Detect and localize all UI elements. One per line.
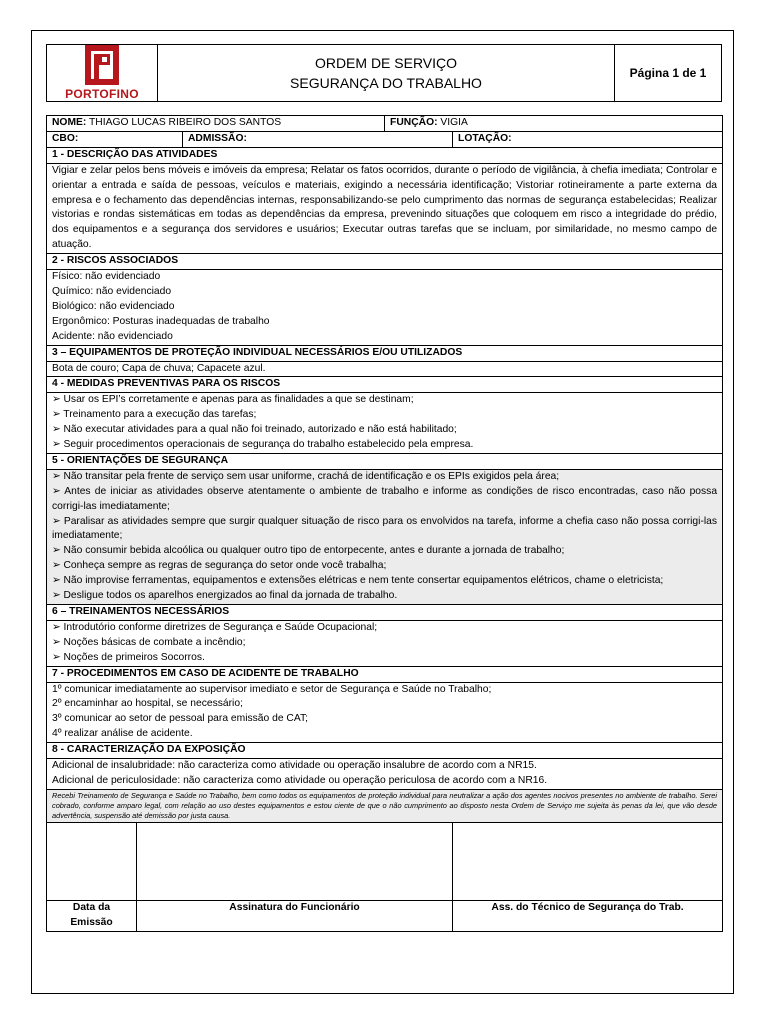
section-2-body bbox=[47, 270, 723, 346]
section-6-body bbox=[47, 620, 723, 666]
employee-function: VIGIA bbox=[440, 117, 468, 128]
employee-row-1 bbox=[47, 116, 723, 132]
section-3-text: Bota de couro; Capa de chuva; Capacete azul. bbox=[47, 361, 723, 377]
section-1-text: Vigiar e zelar pelos bens móveis e imóveis da empresa; Relatar os fatos ocorridos, durante o período de vigilância, à chefia imediata; Controlar e orientar a entrada e saída de pessoas, veículos e materiais, exigindo a necessária identificação; Vistoriar rotineiramente a parte externa da empresa e o fechamento das dependências internas, responsabilizando-se pelo cumprimento das normas de segurança estabelecidas; Realizar vistorias e rondas sistemáticas em todas as dependências da empresa, prevenindo situações que coloquem em risco a integridade do prédio, dos equipamentos e a segurança dos servidores e usuários; Executar outras tarefas que se incluam, por similaridade, no mesmo campo de atuação. bbox=[47, 163, 723, 253]
guideline-item: ➢ Antes de iniciar as atividades observe atentamente o ambiente de trabalho e informe as condições de risco encontradas, caso não possa corrigi-las imediatamente; bbox=[52, 485, 718, 512]
section-6-title: 6 – TREINAMENTOS NECESSÁRIOS bbox=[47, 605, 723, 621]
preventive-item: ➢ Seguir procedimentos operacionais de segurança do trabalho estabelecido pela empresa. bbox=[52, 439, 474, 451]
signature-row bbox=[47, 823, 723, 901]
training-item: ➢ Noções de primeiros Socorros. bbox=[52, 651, 205, 663]
section-7-title: 7 - PROCEDIMENTOS EM CASO DE ACIDENTE DE TRABALHO bbox=[47, 666, 723, 682]
procedure-item: 1º comunicar imediatamente ao supervisor imediato e setor de Segurança e Saúde no Trabalho; bbox=[52, 683, 492, 695]
date-label: Data da Emissão bbox=[47, 901, 137, 932]
name-label: NOME: bbox=[52, 117, 87, 128]
technician-signature-label: Ass. do Técnico de Segurança do Trab. bbox=[453, 901, 723, 932]
admissao-label: ADMISSÃO: bbox=[188, 132, 247, 144]
declaration-text: Recebi Treinamento de Segurança e Saúde no Trabalho, bem como todos os equipamentos de proteção individual para neutralizar a ação dos agentes nocivos presentes no ambiente de trabalho. Serei cobrado, conforme amparo legal, com relação ao uso destes equipamentos e estou ciente de que o não cumprimento ao disposto nesta Ordem de Serviço me sujeita às penas da lei, que vão desde advertência, suspensão até demissão por justa causa. bbox=[47, 789, 723, 823]
employee-signature-label: Assinatura do Funcionário bbox=[137, 901, 453, 932]
procedure-item: 3º comunicar ao setor de pessoal para emissão de CAT; bbox=[52, 713, 308, 725]
technician-signature-box[interactable] bbox=[453, 823, 723, 901]
guideline-item: ➢ Não consumir bebida alcoólica ou qualquer outro tipo de entorpecente, antes e durante a jornada de trabalho; bbox=[52, 545, 565, 557]
exposure-item: Adicional de insalubridade: não caracteriza como atividade ou operação insalubre de acordo com a NR15. bbox=[52, 760, 537, 772]
preventive-item: ➢ Não executar atividades para a qual não foi treinado, autorizado e não está habilitado; bbox=[52, 424, 457, 436]
guideline-item: ➢ Não improvise ferramentas, equipamentos e extensões elétricas e nem tente consertar equipamentos elétricos, chame o eletricista; bbox=[52, 575, 664, 587]
section-4-title: 4 - MEDIDAS PREVENTIVAS PARA OS RISCOS bbox=[47, 377, 723, 393]
section-5-body bbox=[47, 469, 723, 604]
function-cell bbox=[385, 116, 723, 132]
section-7-body bbox=[47, 682, 723, 743]
section-4-body bbox=[47, 393, 723, 454]
risk-item: Químico: não evidenciado bbox=[52, 285, 172, 297]
guideline-item: ➢ Não transitar pela frente de serviço sem usar uniforme, crachá de identificação e os EPIs exigidos pela área; bbox=[52, 470, 560, 482]
document-header bbox=[46, 44, 722, 102]
name-cell bbox=[47, 116, 385, 132]
company-name: PORTOFINO bbox=[65, 87, 139, 101]
section-1-title: 1 - DESCRIÇÃO DAS ATIVIDADES bbox=[47, 147, 723, 163]
training-item: ➢ Introdutório conforme diretrizes de Segurança e Saúde Ocupacional; bbox=[52, 621, 378, 633]
signature-label-row bbox=[47, 901, 723, 932]
company-logo bbox=[47, 45, 158, 101]
section-8-body bbox=[47, 759, 723, 790]
procedure-item: 4º realizar análise de acidente. bbox=[52, 728, 193, 740]
service-order-form bbox=[46, 115, 723, 932]
lotacao-cell bbox=[453, 131, 723, 147]
procedure-item: 2º encaminhar ao hospital, se necessário; bbox=[52, 698, 243, 710]
section-3-title: 3 – EQUIPAMENTOS DE PROTEÇÃO INDIVIDUAL NECESSÁRIOS E/OU UTILIZADOS bbox=[47, 345, 723, 361]
portofino-logo-icon bbox=[85, 45, 119, 85]
section-5-title: 5 - ORIENTAÇÕES DE SEGURANÇA bbox=[47, 453, 723, 469]
risk-item: Biológico: não evidenciado bbox=[52, 300, 175, 312]
cbo-label: CBO: bbox=[52, 132, 79, 144]
section-2-title: 2 - RISCOS ASSOCIADOS bbox=[47, 254, 723, 270]
risk-item: Físico: não evidenciado bbox=[52, 271, 161, 283]
document-title bbox=[158, 45, 615, 101]
lotacao-label: LOTAÇÃO: bbox=[458, 132, 512, 144]
employee-row-2 bbox=[47, 131, 723, 147]
preventive-item: ➢ Treinamento para a execução das tarefas; bbox=[52, 409, 257, 421]
guideline-item: ➢ Conheça sempre as regras de segurança do setor onde você trabalha; bbox=[52, 560, 387, 572]
training-item: ➢ Noções básicas de combate a incêndio; bbox=[52, 636, 246, 648]
risk-item: Ergonômico: Posturas inadequadas de trabalho bbox=[52, 315, 270, 327]
exposure-item: Adicional de periculosidade: não caracteriza como atividade ou operação periculosa de acordo com a NR16. bbox=[52, 774, 548, 786]
title-line-2: SEGURANÇA DO TRABALHO bbox=[290, 75, 482, 91]
function-label: FUNÇÃO: bbox=[390, 117, 438, 128]
page-number: Página 1 de 1 bbox=[629, 66, 707, 80]
admissao-cell bbox=[183, 131, 453, 147]
risk-item: Acidente: não evidenciado bbox=[52, 330, 173, 342]
employee-signature-box[interactable] bbox=[137, 823, 453, 901]
cbo-cell bbox=[47, 131, 183, 147]
guideline-item: ➢ Paralisar as atividades sempre que surgir qualquer situação de risco para os envolvidos na tarefa, informe a chefia caso não possa corrigi-las imediatamente; bbox=[52, 515, 718, 542]
date-signature-box[interactable] bbox=[47, 823, 137, 901]
preventive-item: ➢ Usar os EPI’s corretamente e apenas para as finalidades a que se destinam; bbox=[52, 394, 414, 406]
guideline-item: ➢ Desligue todos os aparelhos energizados ao final da jornada de trabalho. bbox=[52, 590, 398, 602]
section-8-title: 8 - CARACTERIZAÇÃO DA EXPOSIÇÃO bbox=[47, 743, 723, 759]
employee-name: THIAGO LUCAS RIBEIRO DOS SANTOS bbox=[89, 117, 282, 128]
title-line-1: ORDEM DE SERVIÇO bbox=[314, 55, 458, 71]
